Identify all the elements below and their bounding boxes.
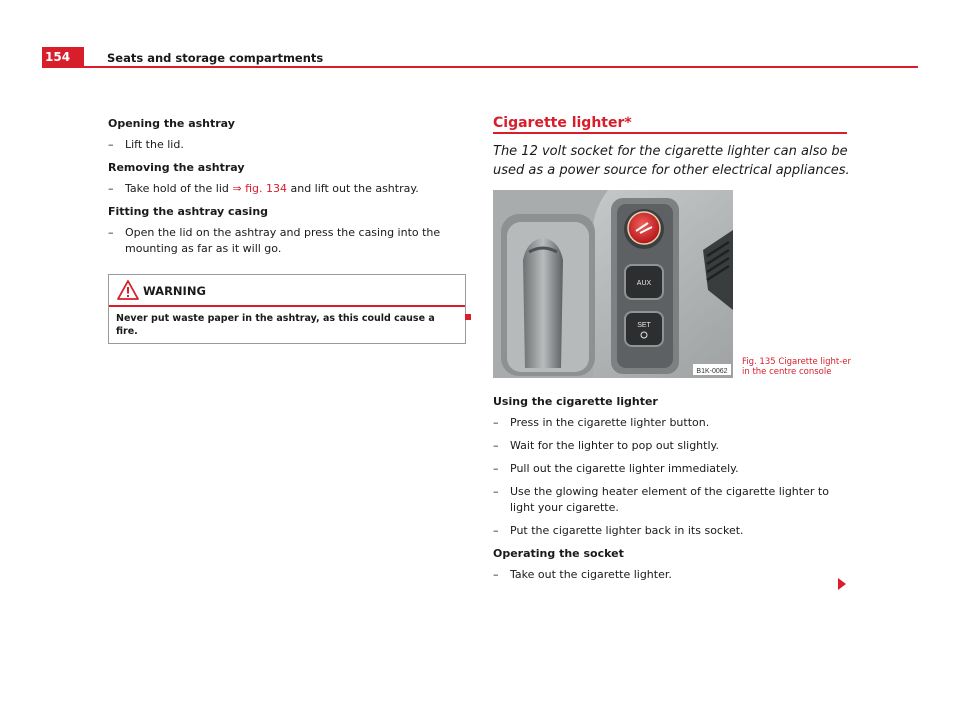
right-column xyxy=(493,394,853,590)
warning-triangle-icon xyxy=(117,280,139,300)
step-text: Take out the cigarette lighter. xyxy=(510,568,672,581)
subheading-opening: Opening the ashtray xyxy=(108,117,235,130)
aux-button-label: AUX xyxy=(636,280,652,287)
section-intro: The 12 volt socket for the cigarette lighter can also be used as a power source for other electrical appliances. xyxy=(493,144,850,178)
figure-link[interactable]: ⇒ fig. 134 xyxy=(232,182,287,195)
dash-marker: – xyxy=(493,416,499,429)
step-item xyxy=(493,415,853,431)
dash-marker: – xyxy=(493,439,499,452)
dash-marker: – xyxy=(493,568,499,581)
left-column xyxy=(108,116,468,264)
step-text: Open the lid on the ashtray and press the casing into the mounting as far as it will go. xyxy=(125,226,441,255)
page-header-title: Seats and storage compartments xyxy=(107,51,324,65)
dash-marker: – xyxy=(493,462,499,475)
dash-marker: – xyxy=(108,182,114,195)
warning-title: WARNING xyxy=(143,284,206,298)
dash-marker: – xyxy=(493,524,499,537)
step-text: Pull out the cigarette lighter immediately. xyxy=(510,462,739,475)
step-item xyxy=(493,523,853,539)
step-text-after: and lift out the ashtray. xyxy=(286,182,419,195)
subheading-socket: Operating the socket xyxy=(493,547,624,560)
set-button-label: SET xyxy=(637,322,651,329)
figure-code: B1K-0062 xyxy=(696,368,728,375)
warning-box xyxy=(108,274,466,344)
continue-arrow-icon xyxy=(838,578,846,590)
subheading-using: Using the cigarette lighter xyxy=(493,395,658,408)
figure-caption xyxy=(742,357,857,377)
step-text: Wait for the lighter to pop out slightly. xyxy=(510,439,719,452)
step-item xyxy=(493,484,853,516)
step-text: Lift the lid. xyxy=(125,138,184,151)
warning-header xyxy=(109,275,465,307)
step-text: Use the glowing heater element of the cigarette lighter to light your cigarette. xyxy=(510,485,829,514)
step-item xyxy=(108,137,468,153)
step-item xyxy=(108,181,468,197)
section-title: Cigarette lighter* xyxy=(493,115,632,131)
header-rule xyxy=(42,66,918,68)
caption-ref: Fig. 135 xyxy=(742,357,776,367)
subheading-removing: Removing the ashtray xyxy=(108,161,245,174)
dash-marker: – xyxy=(493,485,499,498)
step-item xyxy=(493,567,853,583)
step-text: Put the cigarette lighter back in its socket. xyxy=(510,524,744,537)
step-item xyxy=(108,225,468,257)
dash-marker: – xyxy=(108,226,114,239)
step-text: Press in the cigarette lighter button. xyxy=(510,416,710,429)
caption-text: Cigarette light-er in the centre console xyxy=(742,357,852,377)
section-title-rule xyxy=(493,132,847,134)
step-text-before: Take hold of the lid xyxy=(125,182,233,195)
subheading-fitting: Fitting the ashtray casing xyxy=(108,205,269,218)
centre-console-photo xyxy=(493,190,733,378)
step-item xyxy=(493,461,853,477)
dash-marker: – xyxy=(108,138,114,151)
page-number: 154 xyxy=(45,50,71,64)
step-item xyxy=(493,438,853,454)
warning-text: Never put waste paper in the ashtray, as this could cause a fire. xyxy=(116,313,435,337)
section-end-marker xyxy=(465,314,471,320)
